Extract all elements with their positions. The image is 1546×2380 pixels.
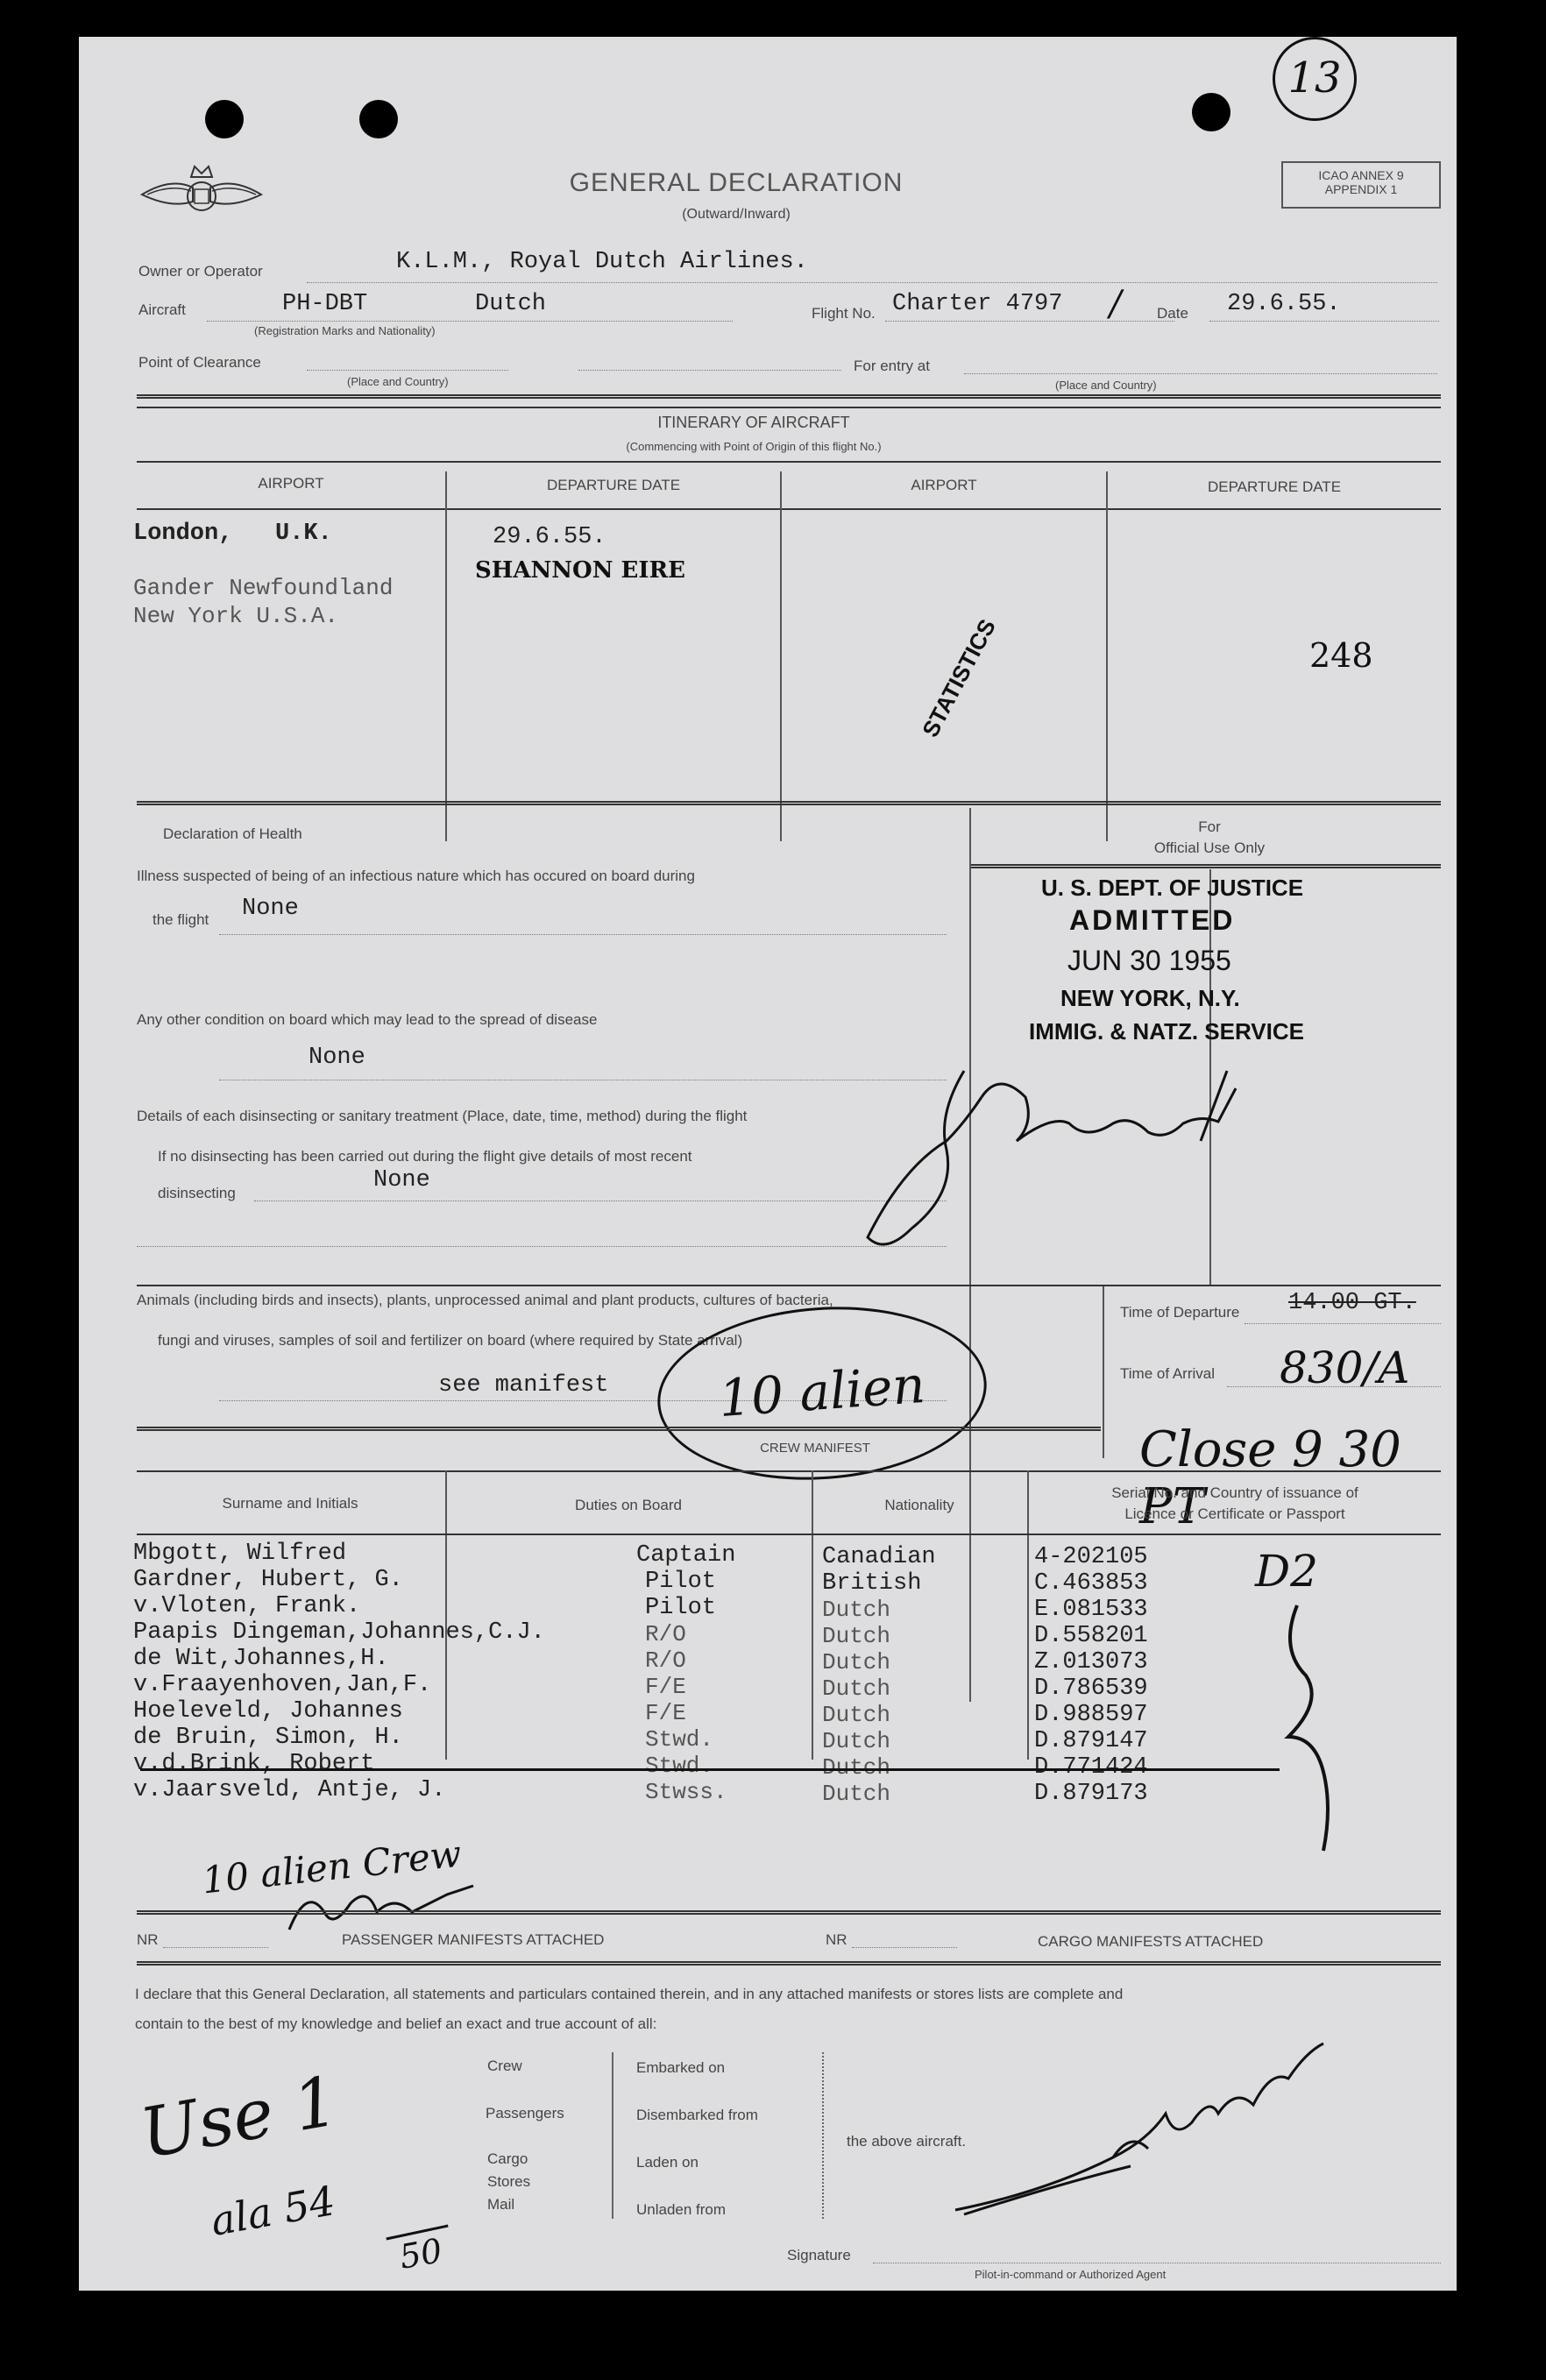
decl-cargo: Cargo xyxy=(487,2150,528,2167)
health-a2: None xyxy=(308,1045,365,1071)
crew-header-duties: Duties on Board xyxy=(575,1497,682,1513)
crew-duty: Stwd. xyxy=(645,1726,714,1753)
crew-header-serial2: Licence or Certificate or Passport xyxy=(1124,1505,1345,1522)
crew-nationality: British xyxy=(822,1570,922,1597)
itin-hand-note: SHANNON EIRE xyxy=(475,557,685,584)
decl-hand-fifty: 50 xyxy=(396,2231,445,2277)
crew-serial: D.879147 xyxy=(1034,1728,1148,1754)
decl-aircraft: the above aircraft. xyxy=(847,2133,967,2150)
form-title: GENERAL DECLARATION xyxy=(569,168,904,197)
flight-label: Flight No. xyxy=(812,305,876,322)
punch-hole xyxy=(359,100,398,138)
crew-manifest-title: CREW MANIFEST xyxy=(760,1441,870,1456)
departure-time-value: 14.00 GT. xyxy=(1288,1290,1416,1316)
icao-annex-box xyxy=(1281,161,1441,209)
health-q4-cont: fungi and viruses, samples of soil and fertilizer on board (where required by State arrival) xyxy=(158,1332,743,1349)
crew-serial: C.463853 xyxy=(1034,1570,1148,1597)
inspector-signature-icon xyxy=(850,1018,1306,1281)
crew-serial: E.081533 xyxy=(1034,1597,1148,1623)
health-q3-cont: If no disinsecting has been carried out during the flight give details of most recent xyxy=(158,1148,692,1165)
official-label2: Official Use Only xyxy=(1153,839,1266,856)
health-heading: Declaration of Health xyxy=(163,825,302,842)
decl-hand-alien: ala 54 xyxy=(207,2177,339,2245)
official-hand-close: Close 9 30 PT xyxy=(1139,1421,1401,1535)
crew-name: de Wit,Johannes,H. xyxy=(133,1646,389,1672)
itin-row1-date: 29.6.55. xyxy=(493,524,606,550)
flight-check-mark: / xyxy=(1110,284,1122,324)
nr-label-cargo: NR xyxy=(826,1931,847,1948)
aircraft-label: Aircraft xyxy=(138,301,186,318)
signature-label: Signature xyxy=(787,2247,851,2263)
health-q2: Any other condition on board which may lead to the spread of disease xyxy=(137,1011,598,1028)
health-q4: Animals (including birds and insects), plants, unprocessed animal and plant products, cultures of bacteria, xyxy=(137,1292,833,1308)
page-number: 13 xyxy=(1273,37,1357,121)
stamp-city: NEW YORK, N.Y. xyxy=(1060,985,1240,1011)
cargo-manifests: CARGO MANIFESTS ATTACHED xyxy=(1038,1933,1264,1950)
decl-crew: Crew xyxy=(487,2058,522,2074)
crew-duty: R/O xyxy=(645,1621,686,1647)
clearance-sublabel: (Place and Country) xyxy=(347,375,449,388)
aircraft-sublabel: (Registration Marks and Nationality) xyxy=(254,324,436,337)
decl-passengers: Passengers xyxy=(486,2105,564,2121)
decl-embarked: Embarked on xyxy=(636,2059,726,2076)
crew-name: Mbgott, Wilfred xyxy=(133,1541,347,1567)
arrival-time-value: 830/A xyxy=(1280,1342,1410,1393)
crew-header-name: Surname and Initials xyxy=(222,1495,358,1512)
aircraft-registration: PH-DBT xyxy=(282,291,368,317)
date-label: Date xyxy=(1157,305,1188,322)
crew-duty: Captain xyxy=(636,1542,736,1569)
crew-duty: Pilot xyxy=(645,1569,717,1595)
owner-label: Owner or Operator xyxy=(138,263,263,280)
decl-stores: Stores xyxy=(487,2173,531,2190)
crew-header-nationality: Nationality xyxy=(884,1497,954,1513)
clearance-label: Point of Clearance xyxy=(138,354,261,371)
declaration-form xyxy=(79,37,1457,2291)
health-q1: Illness suspected of being of an infectious nature which has occured on board during xyxy=(137,868,695,884)
entry-sublabel: (Place and Country) xyxy=(1055,379,1157,392)
signature-sublabel: Pilot-in-command or Authorized Agent xyxy=(975,2268,1167,2281)
crew-bracket-scribble-icon xyxy=(1271,1597,1350,1859)
owner-value: K.L.M., Royal Dutch Airlines. xyxy=(396,249,808,275)
health-a4: see manifest xyxy=(438,1372,609,1399)
aircraft-nationality: Dutch xyxy=(475,291,547,317)
crew-serial: D.771424 xyxy=(1034,1754,1148,1781)
entry-label: For entry at xyxy=(854,358,930,374)
crew-nationality: Dutch xyxy=(822,1649,891,1675)
crew-duty: R/O xyxy=(645,1647,686,1674)
crew-nationality: Dutch xyxy=(822,1781,891,1807)
crew-nationality: Dutch xyxy=(822,1597,891,1623)
punch-hole xyxy=(205,100,244,138)
crew-name: v.Vloten, Frank. xyxy=(133,1593,361,1619)
itin-hand-number: 248 xyxy=(1309,636,1373,675)
crew-duty: Stwd. xyxy=(645,1753,714,1779)
declaration-text1: I declare that this General Declaration, all statements and particulars contained therein, and in any attached manifests or stores lists are complete and xyxy=(135,1986,1124,2002)
crew-serial: 4-202105 xyxy=(1034,1544,1148,1570)
decl-brace xyxy=(605,2052,613,2219)
pilot-signature-icon xyxy=(938,2035,1341,2236)
crew-serial: D.879173 xyxy=(1034,1781,1148,1807)
health-a3: None xyxy=(373,1167,430,1194)
itinerary-title: ITINERARY OF AIRCRAFT xyxy=(657,414,850,431)
health-a1: None xyxy=(242,896,299,922)
health-q3: Details of each disinsecting or sanitary treatment (Place, date, time, method) during the flight xyxy=(137,1108,748,1124)
itin-col-departure-2: DEPARTURE DATE xyxy=(1207,478,1342,495)
decl-disembarked: Disembarked from xyxy=(636,2107,758,2123)
decl-brace-2 xyxy=(815,2052,824,2219)
date-value: 29.6.55. xyxy=(1227,291,1341,317)
crew-duty: Stwss. xyxy=(645,1779,727,1805)
crew-nationality: Dutch xyxy=(822,1675,891,1702)
declaration-text2: contain to the best of my knowledge and belief an exact and true account of all: xyxy=(135,2015,657,2032)
crew-nationality: Canadian xyxy=(822,1544,936,1570)
punch-hole xyxy=(1192,93,1230,131)
annex-line1: ICAO ANNEX 9 xyxy=(1318,168,1404,182)
decl-mail: Mail xyxy=(487,2196,515,2213)
decl-hand-use: Use 1 xyxy=(134,2062,344,2174)
official-label1: For xyxy=(1198,818,1221,835)
crew-serial: D.786539 xyxy=(1034,1675,1148,1702)
crew-name: de Bruin, Simon, H. xyxy=(133,1725,403,1751)
flight-value: Charter 4797 xyxy=(892,291,1063,317)
crew-hand-note: 10 alien Crew xyxy=(200,1831,464,1902)
decl-laden: Laden on xyxy=(636,2154,699,2171)
passenger-manifests: PASSENGER MANIFESTS ATTACHED xyxy=(342,1931,605,1948)
itin-col-departure-1: DEPARTURE DATE xyxy=(546,477,681,493)
health-q3-cont2: disinsecting xyxy=(158,1185,236,1201)
health-q1-cont: the flight xyxy=(152,911,209,928)
stamp-dept: U. S. DEPT. OF JUSTICE xyxy=(1041,875,1304,901)
crew-duty: F/E xyxy=(645,1674,686,1700)
arrival-time-label: Time of Arrival xyxy=(1120,1365,1216,1382)
decl-unladen: Unladen from xyxy=(636,2201,727,2218)
crew-nationality: Dutch xyxy=(822,1702,891,1728)
crew-nationality: Dutch xyxy=(822,1728,891,1754)
itin-row2-airport: Gander Newfoundland xyxy=(133,575,394,601)
itinerary-subtitle: (Commencing with Point of Origin of this flight No.) xyxy=(626,440,882,453)
health-hand-alien: 10 alien xyxy=(652,1296,993,1491)
annex-line2: APPENDIX 1 xyxy=(1324,182,1398,196)
crew-serial: D.558201 xyxy=(1034,1623,1148,1649)
itin-row3-airport: New York U.S.A. xyxy=(133,603,339,629)
departure-time-label: Time of Departure xyxy=(1120,1304,1240,1321)
crew-header-serial1: Serial No. and Country of issuance of xyxy=(1111,1484,1358,1501)
stamp-service: IMMIG. & NATZ. SERVICE xyxy=(1029,1018,1304,1045)
stamp-date: JUN 30 1955 xyxy=(1067,945,1231,976)
stamp-admitted: ADMITTED xyxy=(1069,904,1236,936)
statistics-stamp: STATISTICS xyxy=(917,614,1001,742)
itin-col-airport-1: AIRPORT xyxy=(258,475,324,492)
crew-serial: Z.013073 xyxy=(1034,1649,1148,1675)
crew-nationality: Dutch xyxy=(822,1754,891,1781)
crew-duty: F/E xyxy=(645,1700,686,1726)
crew-name: v.Jaarsveld, Antje, J. xyxy=(133,1777,446,1803)
crew-name: v.d.Brink, Robert xyxy=(133,1751,375,1777)
crew-serial: D.988597 xyxy=(1034,1702,1148,1728)
crew-name: Hoeleveld, Johannes xyxy=(133,1698,403,1725)
strike-line xyxy=(140,1768,1280,1771)
crew-name: Paapis Dingeman,Johannes,C.J. xyxy=(133,1619,545,1646)
itin-row1-airport: London, U.K. xyxy=(133,521,332,547)
crew-name: Gardner, Hubert, G. xyxy=(133,1567,403,1593)
itin-col-airport-2: AIRPORT xyxy=(911,477,977,493)
klm-logo-icon xyxy=(140,159,263,230)
nr-label-passenger: NR xyxy=(137,1931,159,1948)
crew-nationality: Dutch xyxy=(822,1623,891,1649)
crew-hand-d2: D2 xyxy=(1255,1546,1318,1597)
crew-name: v.Fraayenhoven,Jan,F. xyxy=(133,1672,432,1698)
crew-duty: Pilot xyxy=(645,1595,717,1621)
form-subtitle: (Outward/Inward) xyxy=(682,207,791,222)
